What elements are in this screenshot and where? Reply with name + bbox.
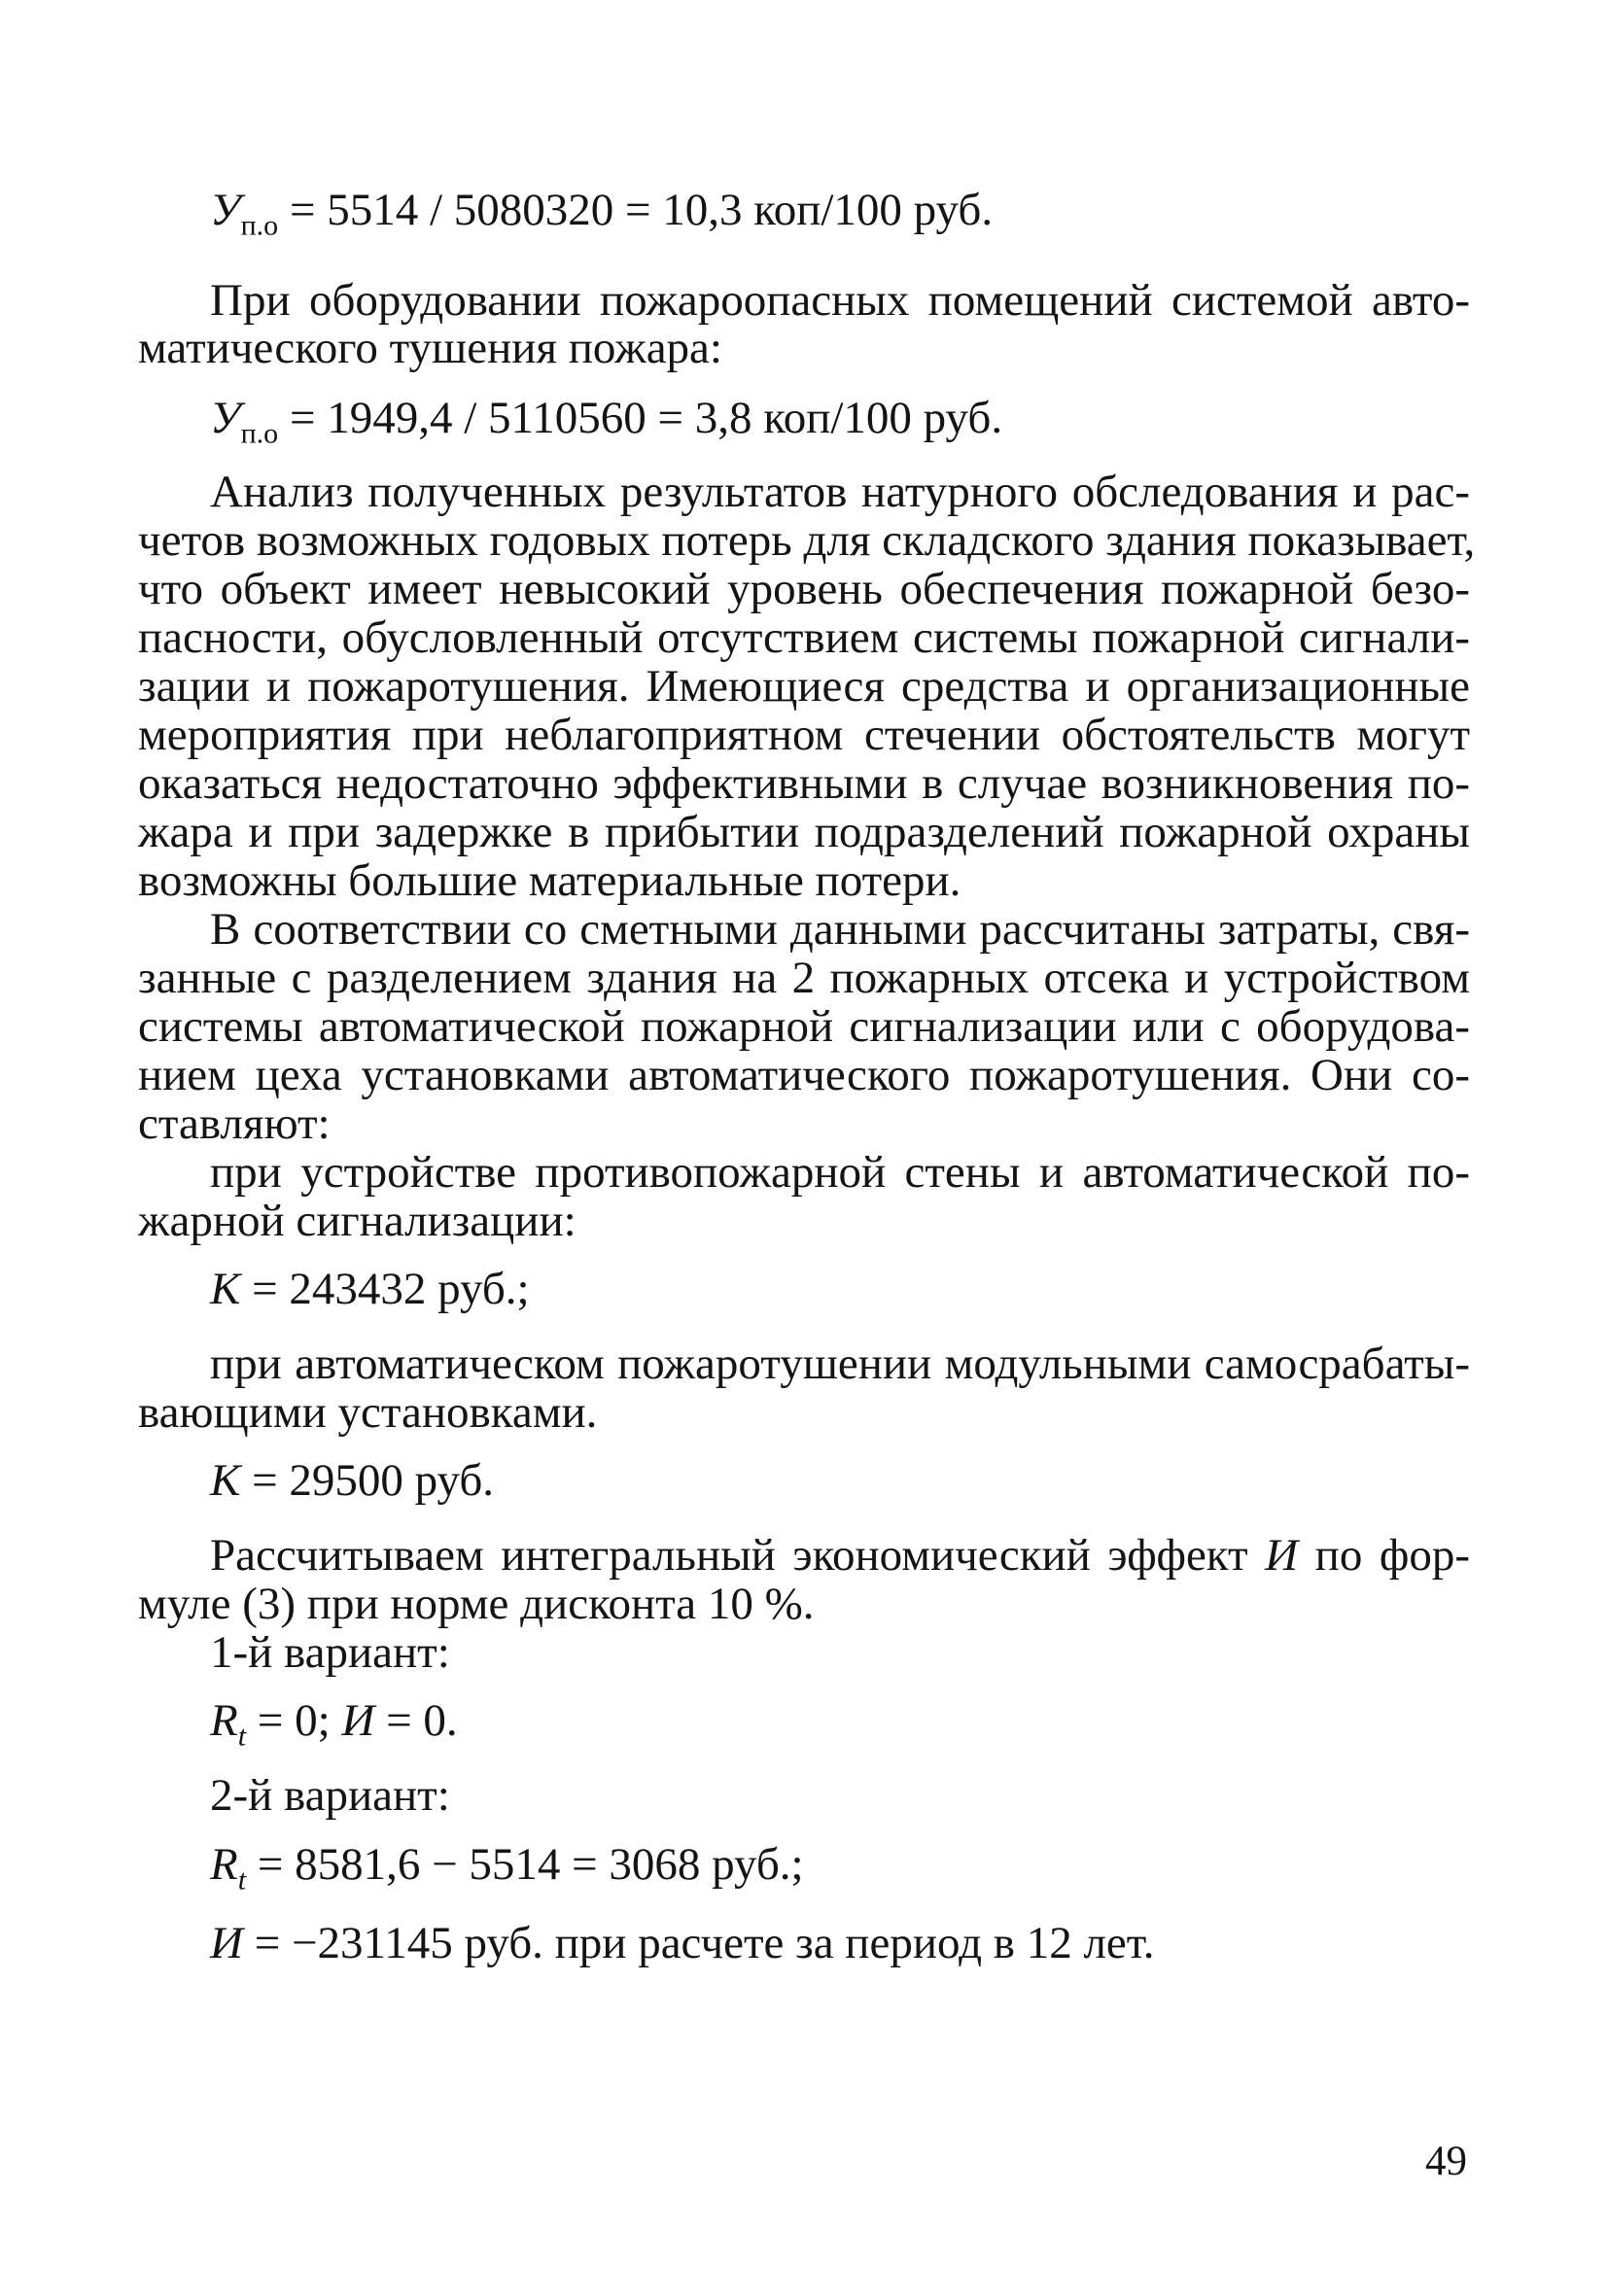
- paragraph-line: зации и пожаротушения. Имеющиеся средства и организационные: [138, 661, 1470, 712]
- formula-loss-rate-2: [210, 393, 1003, 450]
- paragraph-line: мероприятия при неблагоприятном стечении обстоятельств могут: [138, 710, 1470, 760]
- formula-cost-1: [210, 1264, 530, 1314]
- paragraph-line: оказаться недостаточно эффективными в случае возникновения по-: [138, 758, 1470, 809]
- paragraph-line: занные с разделением здания на 2 пожарных отсека и устройством: [138, 953, 1470, 1003]
- paragraph-line: Анализ полученных результатов натурного обследования и рас-: [210, 467, 1470, 517]
- paragraph-line: что объект имеет невысокий уровень обеспечения пожарной безо-: [138, 564, 1470, 614]
- paragraph-text: Рассчитываем интегральный экономический эффект: [210, 1530, 1266, 1581]
- formula-text: = 8581,6 − 5514 = 3068 руб.;: [246, 1839, 804, 1890]
- paragraph-line: В соответствии со сметными данными рассчитаны затраты, свя-: [210, 904, 1470, 955]
- paragraph-text: по фор-: [1298, 1530, 1470, 1581]
- formula-var: У: [210, 393, 241, 443]
- formula-text: = 29500 руб.: [240, 1455, 495, 1506]
- formula-text: = 5514 / 5080320 = 10,3 коп/100 руб.: [289, 185, 994, 235]
- page-number: 49: [1425, 2139, 1467, 2184]
- formula-variant-1: [210, 1695, 458, 1753]
- formula-text: = 0.: [374, 1695, 458, 1746]
- paragraph-line: при автоматическом пожаротушении модульными самосрабаты-: [210, 1339, 1470, 1389]
- paragraph-line: матического тушения пожара:: [138, 323, 722, 373]
- paragraph-line: При оборудовании пожароопасных помещений системой авто-: [210, 275, 1470, 326]
- formula-text: = 0;: [246, 1695, 342, 1746]
- paragraph-line: ставляют:: [138, 1098, 331, 1149]
- paragraph-line: системы автоматической пожарной сигнализации или с оборудова-: [138, 1001, 1470, 1052]
- variant-heading-1: 1-й вариант:: [210, 1627, 450, 1678]
- paragraph-line: [210, 1530, 1470, 1581]
- paragraph-line: при устройстве противопожарной стены и автоматической по-: [210, 1147, 1470, 1198]
- formula-subscript: п.о: [240, 209, 279, 242]
- formula-var: И: [1265, 1530, 1299, 1581]
- paragraph-line: вающими установками.: [138, 1387, 598, 1438]
- paragraph-line: муле (3) при норме дисконта 10 %.: [138, 1579, 815, 1629]
- formula-variant-2-i: [210, 1918, 1155, 1968]
- formula-text: = 243432 руб.;: [240, 1264, 530, 1314]
- paragraph-line: четов возможных годовых потерь для складского здания показывает,: [138, 515, 1476, 566]
- formula-subscript: t: [237, 1720, 247, 1753]
- formula-var: K: [210, 1455, 241, 1506]
- formula-var: У: [210, 185, 241, 235]
- formula-subscript: п.о: [240, 417, 279, 450]
- formula-text: = 1949,4 / 5110560 = 3,8 коп/100 руб.: [289, 393, 1003, 443]
- paragraph-line: жарной сигнализации:: [138, 1196, 577, 1246]
- variant-heading-2: 2-й вариант:: [210, 1770, 450, 1821]
- formula-loss-rate-1: [210, 185, 994, 242]
- paragraph-line: возможны большие материальные потери.: [138, 855, 961, 906]
- paragraph-line: нием цеха установками автоматического пожаротушения. Они со-: [138, 1050, 1470, 1100]
- formula-var: R: [210, 1695, 238, 1746]
- paragraph-line: пасности, обусловленный отсутствием системы пожарной сигнали-: [138, 612, 1470, 663]
- formula-var: R: [210, 1839, 238, 1890]
- formula-var: И: [341, 1695, 375, 1746]
- paragraph-line: жара и при задержке в прибытии подразделений пожарной охраны: [138, 807, 1470, 857]
- formula-variant-2-rt: [210, 1839, 804, 1896]
- formula-subscript: t: [237, 1863, 247, 1896]
- formula-var: И: [210, 1918, 243, 1968]
- formula-cost-2: [210, 1455, 495, 1506]
- formula-text: = −231145 руб. при расчете за период в 12 лет.: [242, 1918, 1155, 1968]
- formula-var: K: [210, 1264, 241, 1314]
